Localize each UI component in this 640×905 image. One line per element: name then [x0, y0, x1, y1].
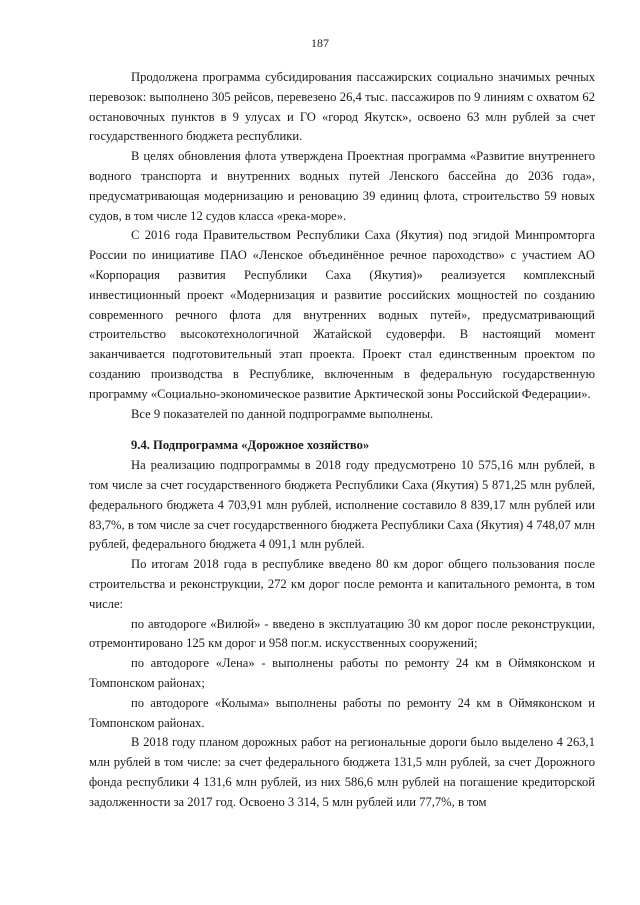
paragraph-road-funding: На реализацию подпрограммы в 2018 году предусмотрено 10 575,16 млн рублей, в том числе за счет государственного бюджета Республики Саха (Якутия) 5 871,25 млн рублей, федерального бюджета 4 703,91 млн рублей, исполнение составило 8 839,17 млн рублей или 83,7%, в том числе за счет государственного бюджета Республики Саха (Якутия) 4 748,07 млн рублей, федерального бюджета 4 091,1 млн рублей. — [89, 458, 595, 552]
document-body — [89, 68, 595, 812]
paragraph-road-vilyuy: по автодороге «Вилюй» - введено в эксплуатацию 30 км дорог после реконструкции, отремонтировано 125 км дорог и 958 пог.м. искусственных сооружений; — [89, 616, 595, 651]
paragraph-shipyard-project: С 2016 года Правительством Республики Саха (Якутия) под эгидой Минпромторга России по инициативе ПАО «Ленское объединённое речное пароходство» с участием АО «Корпорация развития Республики Саха (Якутия)» реализуется комплексный инвестиционный проект «Модернизация и развитие российских мощностей по созданию современного речного флота для внутренних водных путей», предусматривающий строительство высокотехнологичной Жатайской судоверфи. В настоящий момент заканчивается подготовительный этап проекта. Проект стал единственным проектом по созданию производства в Республике, включенным в федеральную государственную программу «Социально-экономическое развитие Арктической зоны Российской Федерации». — [89, 228, 595, 401]
page-number: 187 — [311, 36, 329, 50]
paragraph-roads-commissioned: По итогам 2018 года в республике введено 80 км дорог общего пользования после строительства и реконструкции, 272 км дорог после ремонта и капитального ремонта, в том числе: — [89, 557, 595, 611]
paragraph-road-works-plan: В 2018 году планом дорожных работ на региональные дороги было выделено 4 263,1 млн рублей в том числе: за счет федерального бюджета 131,5 млн рублей, за счет Дорожного фонда республики 4 131,6 млн рублей, из них 586,6 млн рублей на погашение кредиторской задолженности за 2017 год. Освоено 3 314, 5 млн рублей или 77,7%, в том — [89, 735, 595, 809]
paragraph-fleet-renewal: В целях обновления флота утверждена Проектная программа «Развитие внутреннего водного транспорта и внутренних водных путей Ленского бассейна до 2036 года», предусматривающая модернизацию и реновацию 39 единиц флота, строительство 59 новых судов, в том числе 12 судов класса «река-море». — [89, 149, 595, 223]
paragraph-road-lena: по автодороге «Лена» - выполнены работы по ремонту 24 км в Оймяконском и Томпонском районах; — [89, 656, 595, 690]
section-heading-road-economy: 9.4. Подпрограмма «Дорожное хозяйство» — [131, 438, 370, 453]
paragraph-road-kolyma: по автодороге «Колыма» выполнены работы по ремонту 24 км в Оймяконском и Томпонском районах. — [89, 695, 595, 730]
paragraph-river-subsidies: Продолжена программа субсидирования пассажирских социально значимых речных перевозок: выполнено 305 рейсов, перевезено 26,4 тыс. пассажиров по 9 линиям с охватом 62 остановочных пунктов в 9 улусах и ГО «город Якутск», освоено 63 млн рублей за счет государственного бюджета республики. — [89, 70, 595, 144]
paragraph-indicators-done: Все 9 показателей по данной подпрограмме выполнены. — [131, 406, 434, 421]
